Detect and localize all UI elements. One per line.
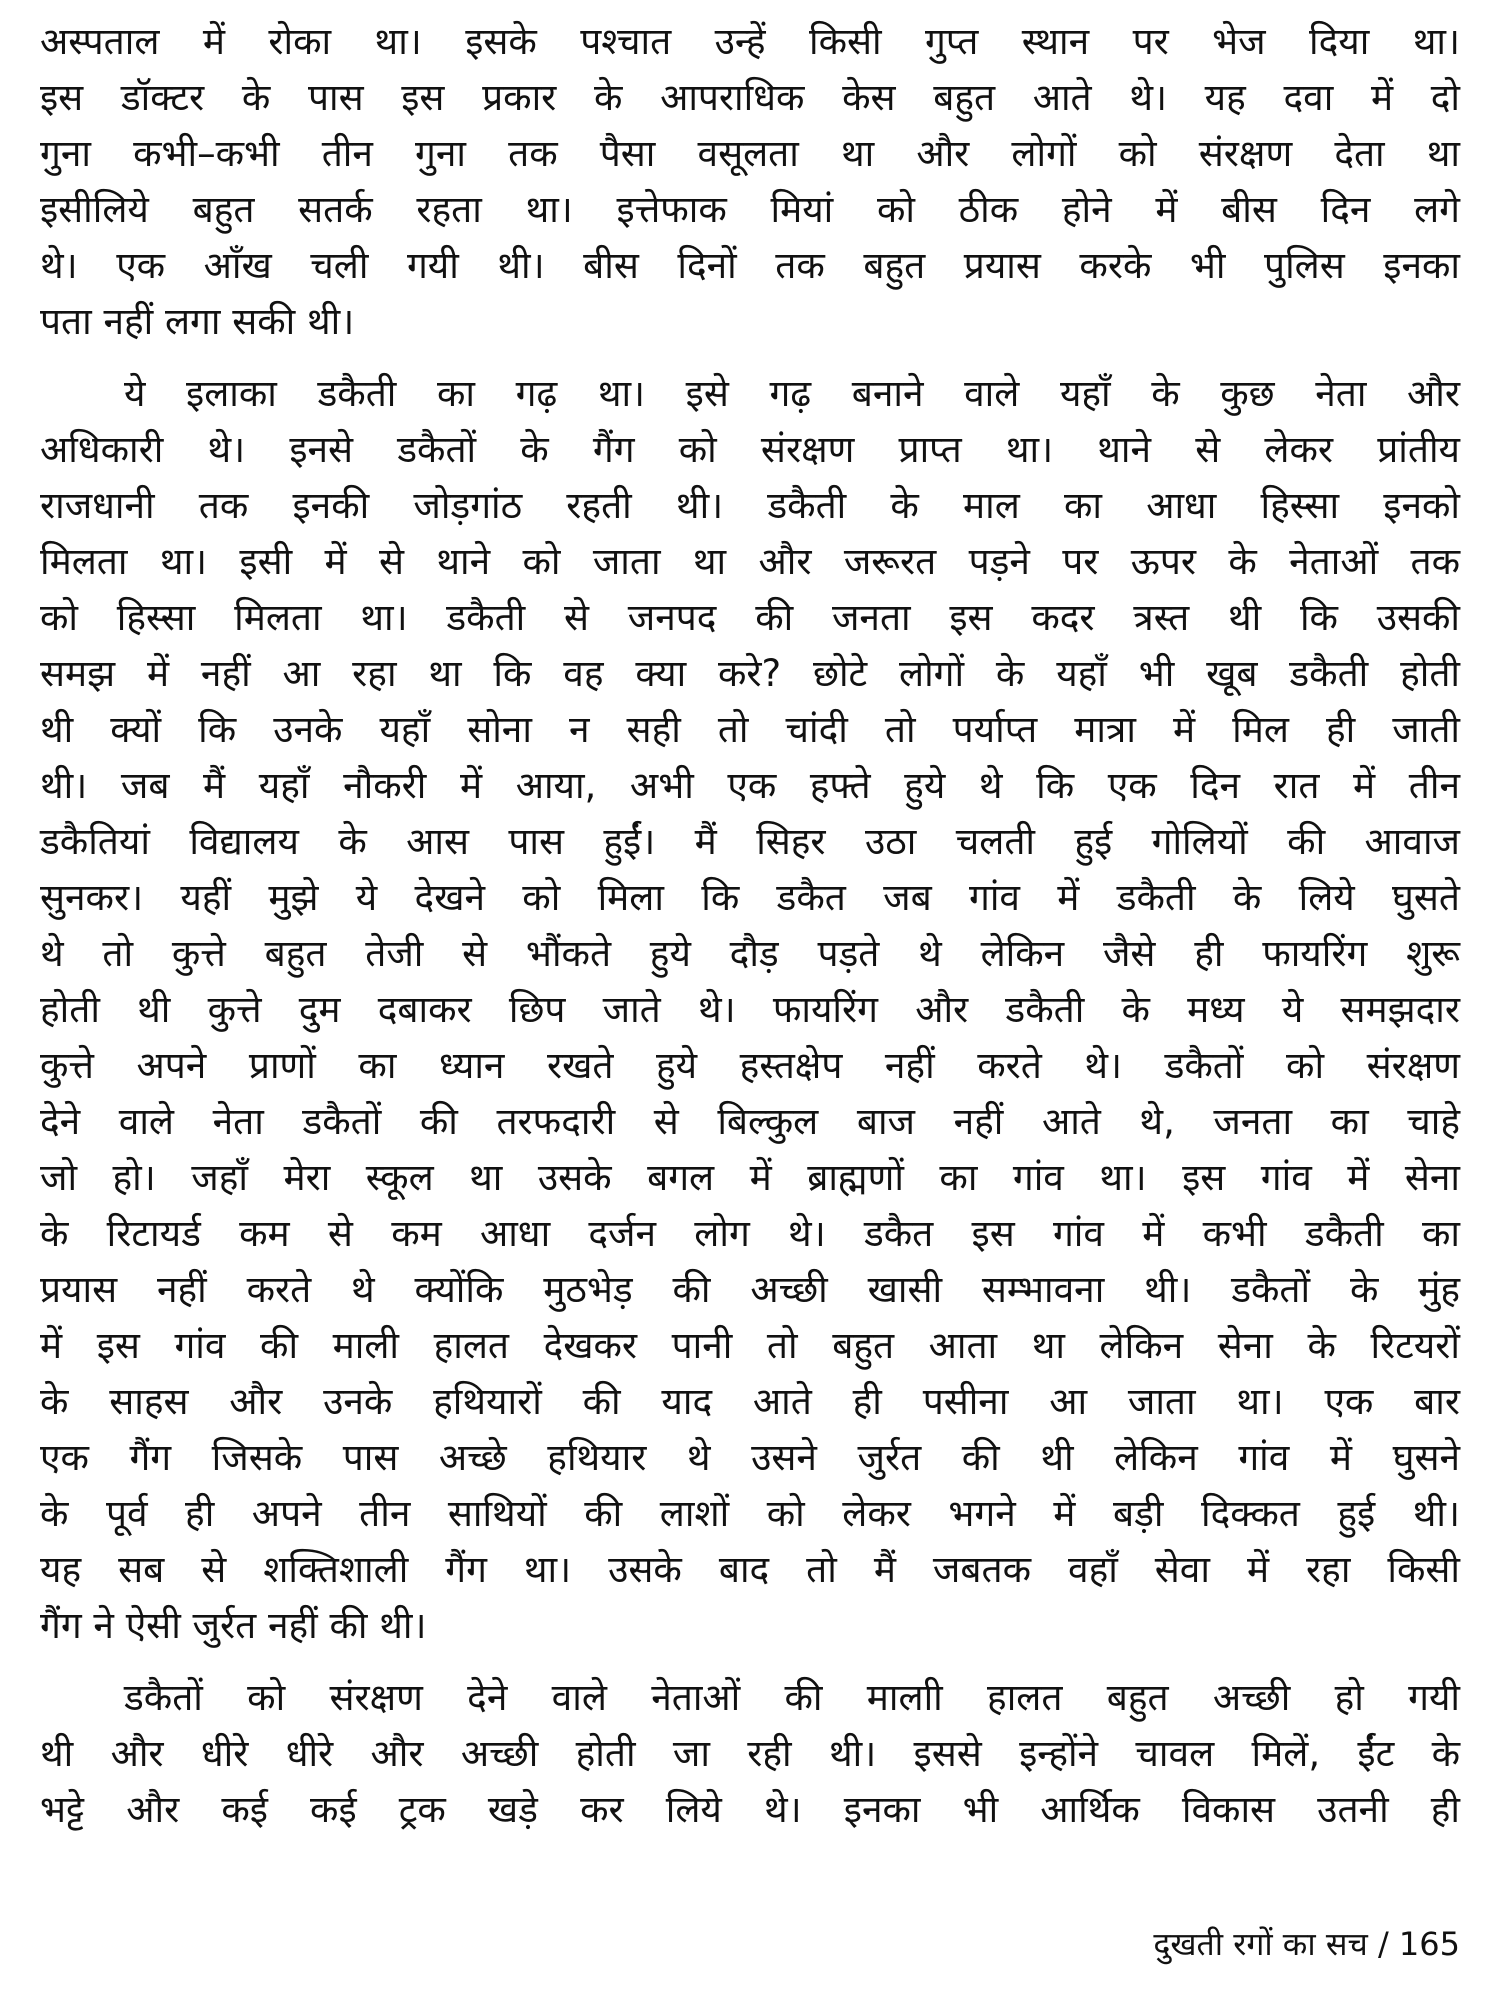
text-line: देने वाले नेता डकैतों की तरफदारी से बिल्कुल बाज नहीं आते थे, जनता का चाहे — [40, 1100, 1460, 1143]
text-line: अस्पताल में रोका था। इसके पश्चात उन्हें किसी गुप्त स्थान पर भेज दिया था। — [40, 20, 1460, 63]
footer-separator: / — [1377, 1925, 1389, 1963]
page-number: 165 — [1398, 1925, 1460, 1963]
text-line: होती थी कुत्ते दुम दबाकर छिप जाते थे। फायरिंग और डकैती के मध्य ये समझदार — [40, 988, 1460, 1031]
paragraph-2 — [40, 366, 1460, 1654]
paragraph-3 — [40, 1670, 1460, 1838]
text-line: थी। जब मैं यहाँ नौकरी में आया, अभी एक हफ्ते हुये थे कि एक दिन रात में तीन — [40, 764, 1460, 807]
text-line: गैंग ने ऐसी जुर्रत नहीं की थी। — [40, 1604, 427, 1647]
paragraph-1 — [40, 14, 1460, 350]
text-line: इसीलिये बहुत सतर्क रहता था। इत्तेफाक मियां को ठीक होने में बीस दिन लगे — [40, 188, 1460, 231]
text-line: ये इलाका डकैती का गढ़ था। इसे गढ़ बनाने वाले यहाँ के कुछ नेता और — [124, 372, 1460, 415]
text-line: में इस गांव की माली हालत देखकर पानी तो बहुत आता था लेकिन सेना के रिटयरों — [40, 1324, 1460, 1367]
text-line: जो हो। जहाँ मेरा स्कूल था उसके बगल में ब्राह्मणों का गांव था। इस गांव में सेना — [40, 1156, 1460, 1199]
text-line: राजधानी तक इनकी जोड़गांठ रहती थी। डकैती के माल का आधा हिस्सा इनको — [40, 484, 1460, 527]
text-line: थी क्यों कि उनके यहाँ सोना न सही तो चांदी तो पर्याप्त मात्रा में मिल ही जाती — [40, 708, 1460, 751]
text-line: समझ में नहीं आ रहा था कि वह क्या करे? छोटे लोगों के यहाँ भी खूब डकैती होती — [40, 652, 1460, 695]
text-line: एक गैंग जिसके पास अच्छे हथियार थे उसने जुर्रत की थी लेकिन गांव में घुसने — [40, 1436, 1460, 1479]
text-line: प्रयास नहीं करते थे क्योंकि मुठभेड़ की अच्छी खासी सम्भावना थी। डकैतों के मुंह — [40, 1268, 1460, 1311]
text-line: थे तो कुत्ते बहुत तेजी से भौंकते हुये दौड़ पड़ते थे लेकिन जैसे ही फायरिंग शुरू — [40, 932, 1460, 975]
paragraph-gap — [40, 350, 1460, 366]
running-title: दुखती रगों का सच — [1153, 1925, 1368, 1963]
text-line: भट्टे और कई कई ट्रक खड़े कर लिये थे। इनका भी आर्थिक विकास उतनी ही — [40, 1788, 1460, 1831]
text-line: इस डॉक्टर के पास इस प्रकार के आपराधिक केस बहुत आते थे। यह दवा में दो — [40, 76, 1460, 119]
text-line: यह सब से शक्तिशाली गैंग था। उसके बाद तो मैं जबतक वहाँ सेवा में रहा किसी — [40, 1548, 1460, 1591]
text-line: डकैतियां विद्यालय के आस पास हुईं। मैं सिहर उठा चलती हुई गोलियों की आवाज — [40, 820, 1460, 863]
text-line: गुना कभी–कभी तीन गुना तक पैसा वसूलता था और लोगों को संरक्षण देता था — [40, 132, 1460, 175]
text-line: को हिस्सा मिलता था। डकैती से जनपद की जनता इस कदर त्रस्त थी कि उसकी — [40, 596, 1460, 639]
paragraph-gap — [40, 1654, 1460, 1670]
text-line: थी और धीरे धीरे और अच्छी होती जा रही थी। इससे इन्होंने चावल मिलें, ईंट के — [40, 1732, 1460, 1775]
text-line: के रिटायर्ड कम से कम आधा दर्जन लोग थे। डकैत इस गांव में कभी डकैती का — [40, 1212, 1460, 1255]
text-line: के साहस और उनके हथियारों की याद आते ही पसीना आ जाता था। एक बार — [40, 1380, 1460, 1423]
text-line: अधिकारी थे। इनसे डकैतों के गैंग को संरक्षण प्राप्त था। थाने से लेकर प्रांतीय — [40, 428, 1460, 471]
text-line: थे। एक आँख चली गयी थी। बीस दिनों तक बहुत प्रयास करके भी पुलिस इनका — [40, 244, 1460, 287]
text-line: सुनकर। यहीं मुझे ये देखने को मिला कि डकैत जब गांव में डकैती के लिये घुसते — [40, 876, 1460, 919]
book-page — [40, 14, 1460, 1984]
text-line: मिलता था। इसी में से थाने को जाता था और जरूरत पड़ने पर ऊपर के नेताओं तक — [40, 540, 1460, 583]
page-footer — [1153, 1924, 1460, 1964]
text-line: पता नहीं लगा सकी थी। — [40, 300, 355, 343]
text-line: डकैतों को संरक्षण देने वाले नेताओं की मालाी हालत बहुत अच्छी हो गयी — [124, 1676, 1460, 1719]
text-line: कुत्ते अपने प्राणों का ध्यान रखते हुये हस्तक्षेप नहीं करते थे। डकैतों को संरक्षण — [40, 1044, 1460, 1087]
text-line: के पूर्व ही अपने तीन साथियों की लाशों को लेकर भगने में बड़ी दिक्कत हुई थी। — [40, 1492, 1460, 1535]
